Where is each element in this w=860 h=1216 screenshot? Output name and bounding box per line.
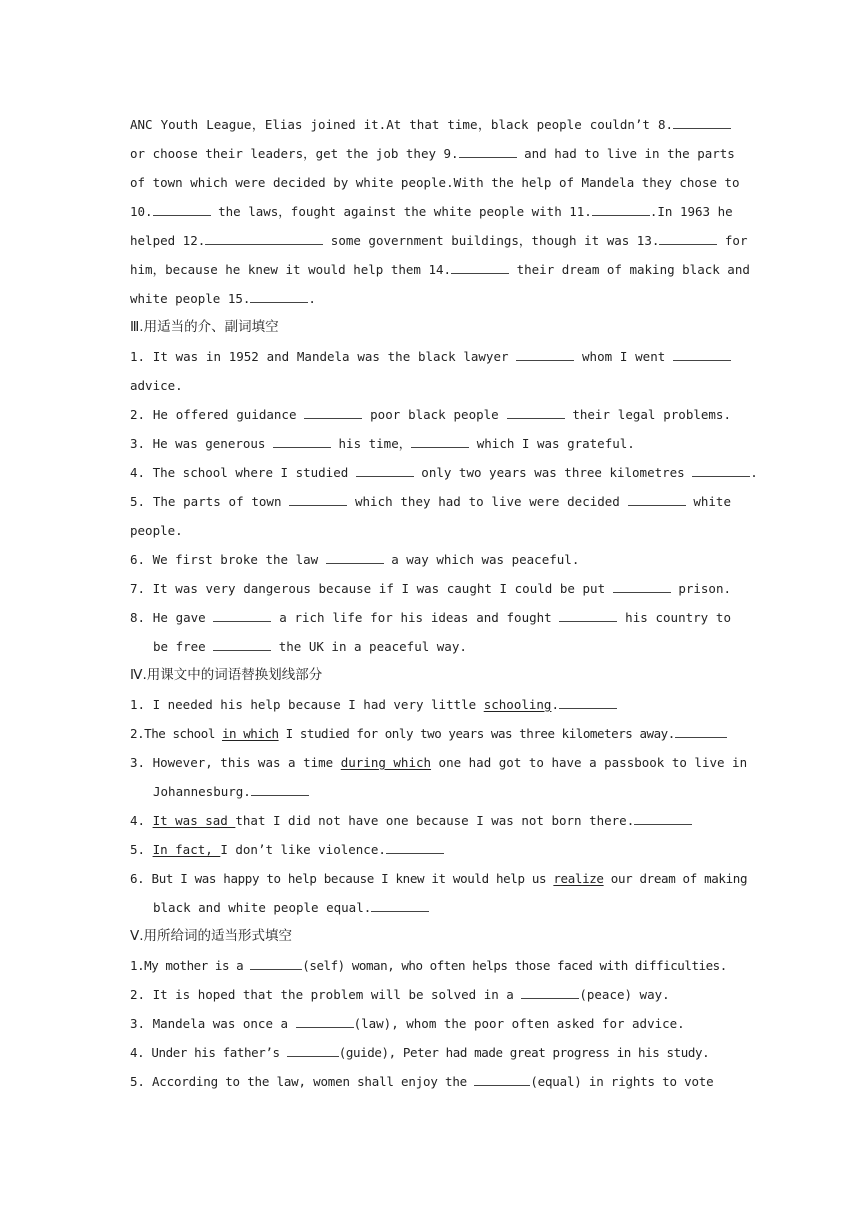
passage-line: ANC Youth League，Elias joined it.At that time，black people couldn’t 8. <box>130 110 731 139</box>
question-line: 1. I needed his help because I had very little schooling. <box>130 690 731 719</box>
question-line: 5. According to the law, women shall enjoy the (equal) in rights to vote <box>130 1074 714 1089</box>
answer-blank[interactable] <box>673 347 731 361</box>
answer-blank[interactable] <box>659 231 717 245</box>
question-line: 2. It is hoped that the problem will be solved in a (peace) way. <box>130 987 670 1002</box>
underlined-phrase: in which <box>221 726 279 741</box>
question-line: 5. In fact, I don’t like violence. <box>130 835 731 864</box>
passage-line: him，because he knew it would help them 14. their dream of making black and <box>130 262 750 277</box>
worksheet-page <box>130 110 758 1096</box>
answer-blank[interactable] <box>516 347 574 361</box>
question-line: 6. We first broke the law a way which was peaceful. <box>130 552 580 567</box>
answer-blank[interactable] <box>251 782 309 796</box>
underlined-phrase: In fact, <box>152 842 221 857</box>
question-line: black and white people equal. <box>130 893 731 922</box>
answer-blank[interactable] <box>411 434 469 448</box>
answer-blank[interactable] <box>326 550 384 564</box>
question-line: 1.My mother is a (self) woman, who often helps those faced with difficulties. <box>130 958 727 973</box>
section-heading: Ⅲ.用适当的介、副词填空 <box>130 319 279 335</box>
answer-blank[interactable] <box>273 434 331 448</box>
passage-line: helped 12. some government buildings，though it was 13. for <box>130 233 748 248</box>
answer-blank[interactable] <box>213 608 271 622</box>
passage-line: 10. the laws，fought against the white people with 11. .In 1963 he <box>130 204 733 219</box>
answer-blank[interactable] <box>304 405 362 419</box>
answer-blank[interactable] <box>356 463 414 477</box>
answer-blank[interactable] <box>628 492 686 506</box>
answer-blank[interactable] <box>559 695 617 709</box>
answer-blank[interactable] <box>213 637 271 651</box>
underlined-phrase: during which <box>340 755 432 770</box>
question-line: be free the UK in a peaceful way. <box>153 639 467 654</box>
answer-blank[interactable] <box>474 1072 530 1086</box>
passage-line: white people 15. . <box>130 291 316 306</box>
question-line: people. <box>130 523 183 538</box>
underlined-phrase: It was sad <box>152 813 236 828</box>
answer-blank[interactable] <box>205 231 323 245</box>
question-line: 4. Under his father’s (guide), Peter had made great progress in his study. <box>130 1045 710 1060</box>
answer-blank[interactable] <box>250 289 308 303</box>
question-line: 8. He gave a rich life for his ideas and fought his country to <box>130 610 731 625</box>
answer-blank[interactable] <box>692 463 750 477</box>
underlined-phrase: schooling <box>483 697 552 712</box>
question-line: 4. The school where I studied only two years was three kilometres . <box>130 465 758 480</box>
answer-blank[interactable] <box>675 724 727 738</box>
section-heading: Ⅳ.用课文中的词语替换划线部分 <box>130 667 323 683</box>
answer-blank[interactable] <box>613 579 671 593</box>
answer-blank[interactable] <box>521 985 579 999</box>
question-line: 2.The school in which I studied for only two years was three kilometers away. <box>130 719 731 748</box>
question-line: 7. It was very dangerous because if I was caught I could be put prison. <box>130 581 731 596</box>
answer-blank[interactable] <box>296 1014 354 1028</box>
question-line: 4. It was sad that I did not have one because I was not born there. <box>130 806 731 835</box>
section-heading: Ⅴ.用所给词的适当形式填空 <box>130 928 293 944</box>
underlined-phrase: realize <box>553 871 604 886</box>
question-line: advice. <box>130 378 183 393</box>
passage-line: of town which were decided by white people.With the help of Mandela they chose to <box>130 175 740 190</box>
answer-blank[interactable] <box>459 144 517 158</box>
question-line: 2. He offered guidance poor black people their legal problems. <box>130 407 731 422</box>
question-line: 1. It was in 1952 and Mandela was the black lawyer whom I went <box>130 342 731 371</box>
answer-blank[interactable] <box>287 1043 339 1057</box>
answer-blank[interactable] <box>559 608 617 622</box>
question-line: 3. However, this was a time during which one had got to have a passbook to live in <box>130 755 748 770</box>
question-line: 3. He was generous his time， which I was grateful. <box>130 436 635 451</box>
answer-blank[interactable] <box>451 260 509 274</box>
answer-blank[interactable] <box>371 898 429 912</box>
answer-blank[interactable] <box>153 202 211 216</box>
answer-blank[interactable] <box>250 956 302 970</box>
question-line: 3. Mandela was once a (law), whom the poor often asked for advice. <box>130 1016 685 1031</box>
answer-blank[interactable] <box>634 811 692 825</box>
answer-blank[interactable] <box>673 115 731 129</box>
question-line: 5. The parts of town which they had to live were decided white <box>130 494 731 509</box>
question-line: Johannesburg. <box>130 777 731 806</box>
answer-blank[interactable] <box>289 492 347 506</box>
answer-blank[interactable] <box>386 840 444 854</box>
answer-blank[interactable] <box>592 202 650 216</box>
answer-blank[interactable] <box>507 405 565 419</box>
question-line: 6. But I was happy to help because I knew it would help us realize our dream of making <box>130 871 748 886</box>
passage-line: or choose their leaders，get the job they 9. and had to live in the parts <box>130 146 735 161</box>
